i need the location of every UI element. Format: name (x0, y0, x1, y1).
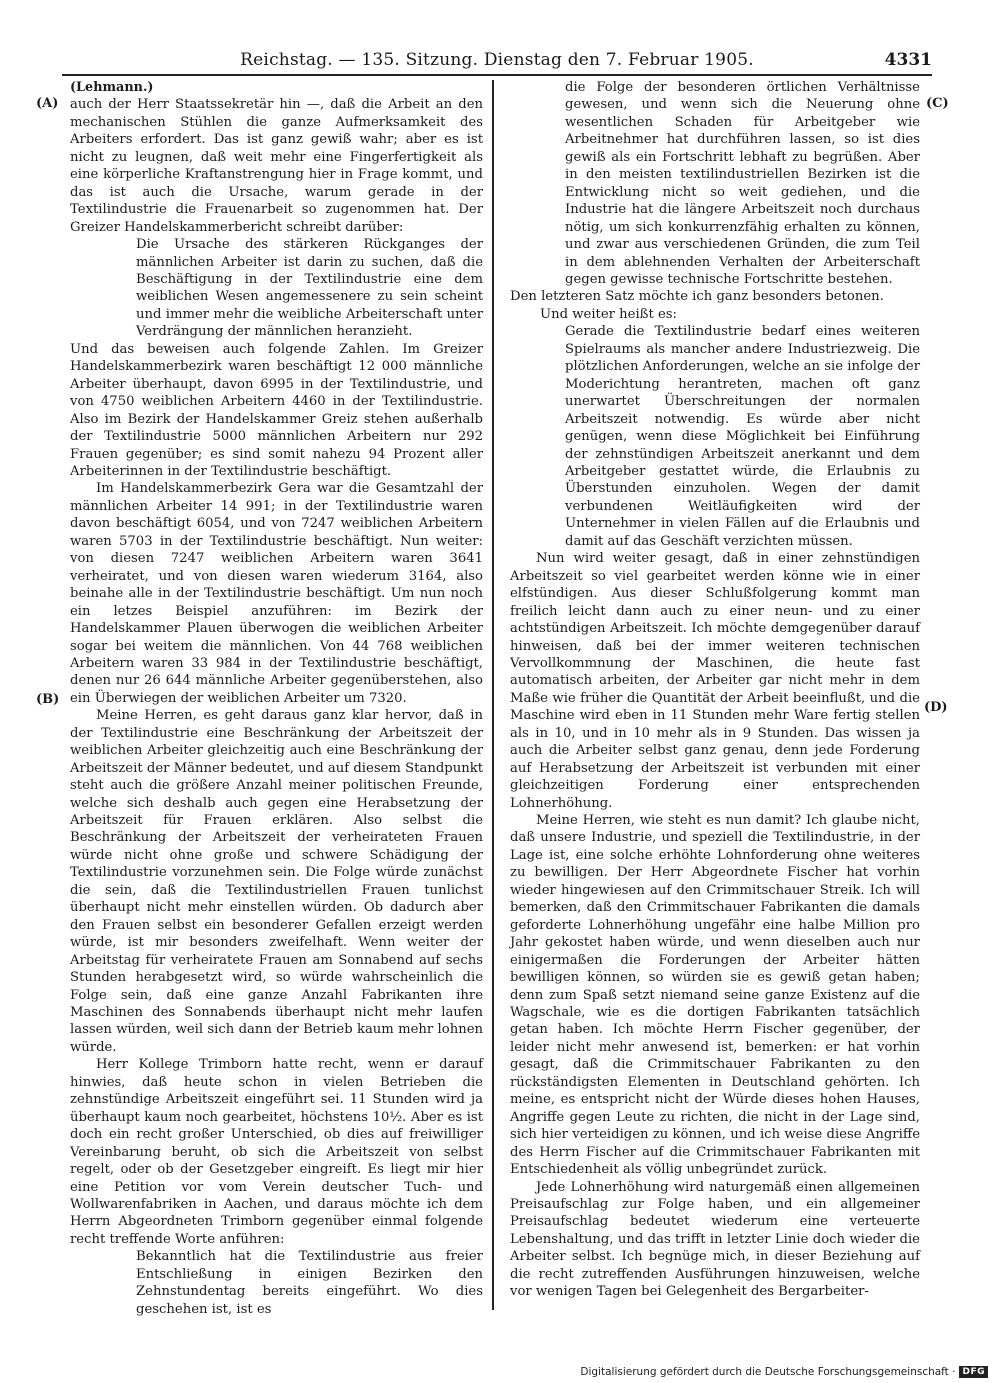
right-column (510, 79, 920, 1301)
column-divider (492, 80, 494, 1310)
paragraph: Im Handelskammerbezirk Gera war die Gesamtzahl der männlichen Arbeiter 14 991; in der Textilindustrie waren davon beschäftigt 6054, und von 7247 weiblichen Arbeitern waren 5703 in der Textilindustrie beschäftigt. Nun weiter: von diesen 7247 weiblichen Arbeitern waren 3641 verheiratet, und von diesen waren wiederum 3164, also beinahe alle in der Textilindustrie beschäftigt. Um nun noch ein letzes Beispiel anzuführen: im Bezirk der Handelskammer Plauen überwogen die weiblichen Arbeiter sogar bei weitem die männlichen. Von 44 768 weiblichen Arbeitern waren 33 984 in der Textilindustrie beschäftigt, denen nur 26 644 männliche Arbeiter gegenüberstehen, also ein Überwiegen der weiblichen Arbeiter um 7320. (70, 481, 483, 706)
paragraph: Und das beweisen auch folgende Zahlen. Im Greizer Handelskammerbezirk waren beschäftigt 12 000 männliche Arbeiter überhaupt, davon 6995 in der Textilindustrie, und von 4750 weiblichen Arbeitern 4460 in der Textilindustrie. Also im Bezirk der Handelskammer Greiz stehen außerhalb der Textilindustrie 5000 männlichen Arbeitern nur 292 Frauen gegenüber; es sind somit nahezu 94 Prozent aller Arbeiterinnen in der Textilindustrie beschäftigt. (70, 341, 483, 479)
paragraph: Nun wird weiter gesagt, daß in einer zehnstündigen Arbeitszeit so viel gearbeitet werden könne wie in einer elfstündigen. Aus dieser Schlußfolgerung kommt man freilich leicht dann auch zu einer neun- und zu einer achtstündigen Arbeitszeit. Ich möchte demgegenüber darauf hinweisen, daß bei der immer weiteren technischen Vervollkommnung der Maschinen, die heute fast automatisch arbeiten, der Arbeiter gar nicht mehr in dem Maße wie früher die Quantität der Arbeit beeinflußt, und die Maschine wird eben in 11 Stunden mehr Ware fertig stellen als in 10, und in 10 mehr als in 9 Stunden. Das wissen ja auch die Arbeiter selbst ganz genau, denn jede Forderung auf Herabsetzung der Arbeitszeit ist verbunden mit einer gleichzeitigen Forderung einer entsprechenden Lohnerhöhung. (510, 551, 920, 811)
credit-text: Digitalisierung gefördert durch die Deutsche Forschungsgemeinschaft · (580, 1366, 956, 1378)
left-column (70, 79, 483, 1318)
quotation: Bekanntlich hat die Textilindustrie aus freier Entschließung in einigen Bezirken den Zehnstundentag bereits eingeführt. Wo dies geschehen ist, ist es (136, 1249, 483, 1317)
dfg-logo: DFG (959, 1366, 988, 1378)
page-number: 4331 (884, 50, 932, 70)
paragraph: Den letzteren Satz möchte ich ganz besonders betonen. (510, 289, 884, 305)
margin-marker-b: (B) (36, 692, 60, 707)
digitization-credit (580, 1366, 988, 1378)
paragraph: Meine Herren, wie steht es nun damit? Ich glaube nicht, daß unsere Industrie, und speziell die Textilindustrie, in der Lage ist, eine solche erhöhte Lohnforderung ohne weiteres zu bewilligen. Der Herr Abgeordnete Fischer hat vorhin wieder hingewiesen auf den Crimmitschauer Streik. Ich will bemerken, daß den Crimmitschauer Fabrikanten die damals geforderte Lohnerhöhung ungefähr eine halbe Million pro Jahr gekostet haben würde, und wenn dieselben auch nur einigermaßen die Forderungen der Arbeiter hätten bewilligen können, so würden sie es gewiß getan haben; denn zum Spaß setzt niemand seine ganze Existenz auf die Wagschale, wie es die dortigen Fabrikanten tatsächlich getan haben. Ich möchte Herrn Fischer gegenüber, der leider nicht mehr anwesend ist, bemerken: er hat vorhin gesagt, daß die Crimmitschauer Fabrikanten zu den rückständigsten Elementen in Deutschland gehörten. Ich meine, es entspricht nicht der Würde dieses hohen Hauses, Angriffe gegen Leute zu richten, die nicht in der Lage sind, sich hier verteidigen zu können, und ich weise diese Angriffe des Herrn Fischer auf die Crimmitschauer Fabrikanten mit Entschiedenheit als völlig unbegründet zurück. (510, 813, 920, 1178)
paragraph: Und weiter heißt es: (540, 306, 677, 322)
paragraph: auch der Herr Staatssekretär hin —, daß die Arbeit an den mechanischen Stühlen die ganze Aufmerksamkeit des Arbeiters erfordert. Das ist ganz gewiß wahr; aber es ist nicht zu leugnen, daß weit mehr eine Fingerfertigkeit als eine körperliche Kraftanstrengung hier in Frage kommt, und das ist auch die Ursache, warum gerade in der Textilindustrie die Frauenarbeit so zugenommen hat. Der Greizer Handelskammerbericht schreibt darüber: (70, 97, 483, 235)
paragraph: Herr Kollege Trimborn hatte recht, wenn er darauf hinwies, daß heute schon in vielen Betrieben die zehnstündige Arbeitszeit eingeführt sei. 11 Stunden wird ja überhaupt kaum noch gearbeitet, höchstens 10½. Aber es ist doch ein recht großer Unterschied, ob dies auf freiwilliger Vereinbarung beruht, ob sich die Arbeitszeit von selbst regelt, oder ob der Gesetzgeber eingreift. Es liegt mir hier eine Petition vor vom Verein deutscher Tuch- und Wollwarenfabriken in Aachen, und daraus möchte ich dem Herrn Abgeordneten Trimborn gegenüber einmal folgende recht treffende Worte anführen: (70, 1057, 483, 1247)
running-head-title: Reichstag. — 135. Sitzung. Dienstag den 7. Februar 1905. (240, 50, 754, 70)
paragraph: Jede Lohnerhöhung wird naturgemäß einen allgemeinen Preisaufschlag zur Folge haben, und ein allgemeiner Preisaufschlag bedeutet wiederum eine verteuerte Lebenshaltung, und das trifft in letzter Linie doch wieder die Arbeiter selbst. Ich begnüge mich, in dieser Beziehung auf die recht zutreffenden Ausführungen hinzuweisen, welche vor wenigen Tagen bei Gelegenheit des Bergarbeiter- (510, 1179, 920, 1300)
quotation: Die Ursache des stärkeren Rückganges der männlichen Arbeiter ist darin zu suchen, daß die Beschäftigung in der Textilindustrie eine dem weiblichen Wesen angemessenere zu sein scheint und immer mehr die weibliche Arbeiterschaft unter Verdrängung der männlichen heranzieht. (136, 237, 483, 340)
quotation: Gerade die Textilindustrie bedarf eines weiteren Spielraums als mancher andere Industriezweig. Die plötzlichen Anforderungen, welche an sie infolge der Moderichtung herantreten, machen oft ganz unerwartet Überschreitungen der normalen Arbeitszeit notwendig. Es würde aber nicht genügen, wenn diese Möglichkeit bei Einführung der zehnstündigen Arbeitszeit anerkannt und dem Arbeitgeber gestattet würde, die Erlaubnis zu Überstunden einzuholen. Wegen der damit verbundenen Weitläufigkeiten wird der Unternehmer in vielen Fällen auf die Erlaubnis und damit auf das Geschäft verzichten müssen. (565, 324, 920, 549)
running-header (62, 50, 932, 74)
header-rule (62, 74, 932, 76)
paragraph: Meine Herren, es geht daraus ganz klar hervor, daß in der Textilindustrie eine Beschränkung der Arbeitszeit der weiblichen Arbeiter gleichzeitig auch eine Beschränkung der Arbeitszeit der Männer bedeutet, und auf diesem Standpunkt steht auch die größere Anzahl meiner politischen Freunde, welche sich deshalb auch gegen eine Herabsetzung der Arbeitszeit für Frauen erklären. Also selbst die Beschränkung der Arbeitszeit der verheirateten Frauen würde nicht ohne große und schwere Schädigung der Textilindustrie vorzunehmen sein. Die Folge würde zunächst die sein, daß die Textilindustriellen Frauen tunlichst überhaupt nicht mehr einstellen würden. Ob dadurch aber den Frauen selbst ein besonderer Gefallen erzeigt werden würde, ist mir besonders zweifelhaft. Wenn weiter der Arbeitstag für verheiratete Frauen am Sonnabend auf sechs Stunden herabgesetzt wird, so würde wahrscheinlich die Folge sein, daß eine ganze Anzahl Fabrikanten ihre Maschinen des Sonnabends überhaupt nicht mehr laufen lassen würden, weil sich dann der Betrieb kaum mehr lohnen würde. (70, 708, 483, 1055)
margin-marker-a: (A) (36, 96, 59, 111)
speaker-name: (Lehmann.) (70, 80, 154, 95)
quotation: die Folge der besonderen örtlichen Verhältnisse gewesen, und wenn sich die Neuerung ohne wesentlichen Schaden für Arbeitgeber wie Arbeitnehmer hat durchführen lassen, so ist dies gewiß als ein Fortschritt lebhaft zu begrüßen. Aber in den meisten textilindustriellen Bezirken ist die Entwicklung nicht so weit gediehen, und die Industrie hat die längere Arbeitszeit noch durchaus nötig, um sich konkurrenzfähig erhalten zu können, und zwar aus verschiedenen Gründen, die zum Teil in dem ablehnenden Verhalten der Arbeiterschaft gegen gewisse technische Fortschritte bestehen. (565, 80, 920, 287)
margin-marker-d: (D) (924, 700, 948, 715)
margin-marker-c: (C) (926, 96, 949, 111)
